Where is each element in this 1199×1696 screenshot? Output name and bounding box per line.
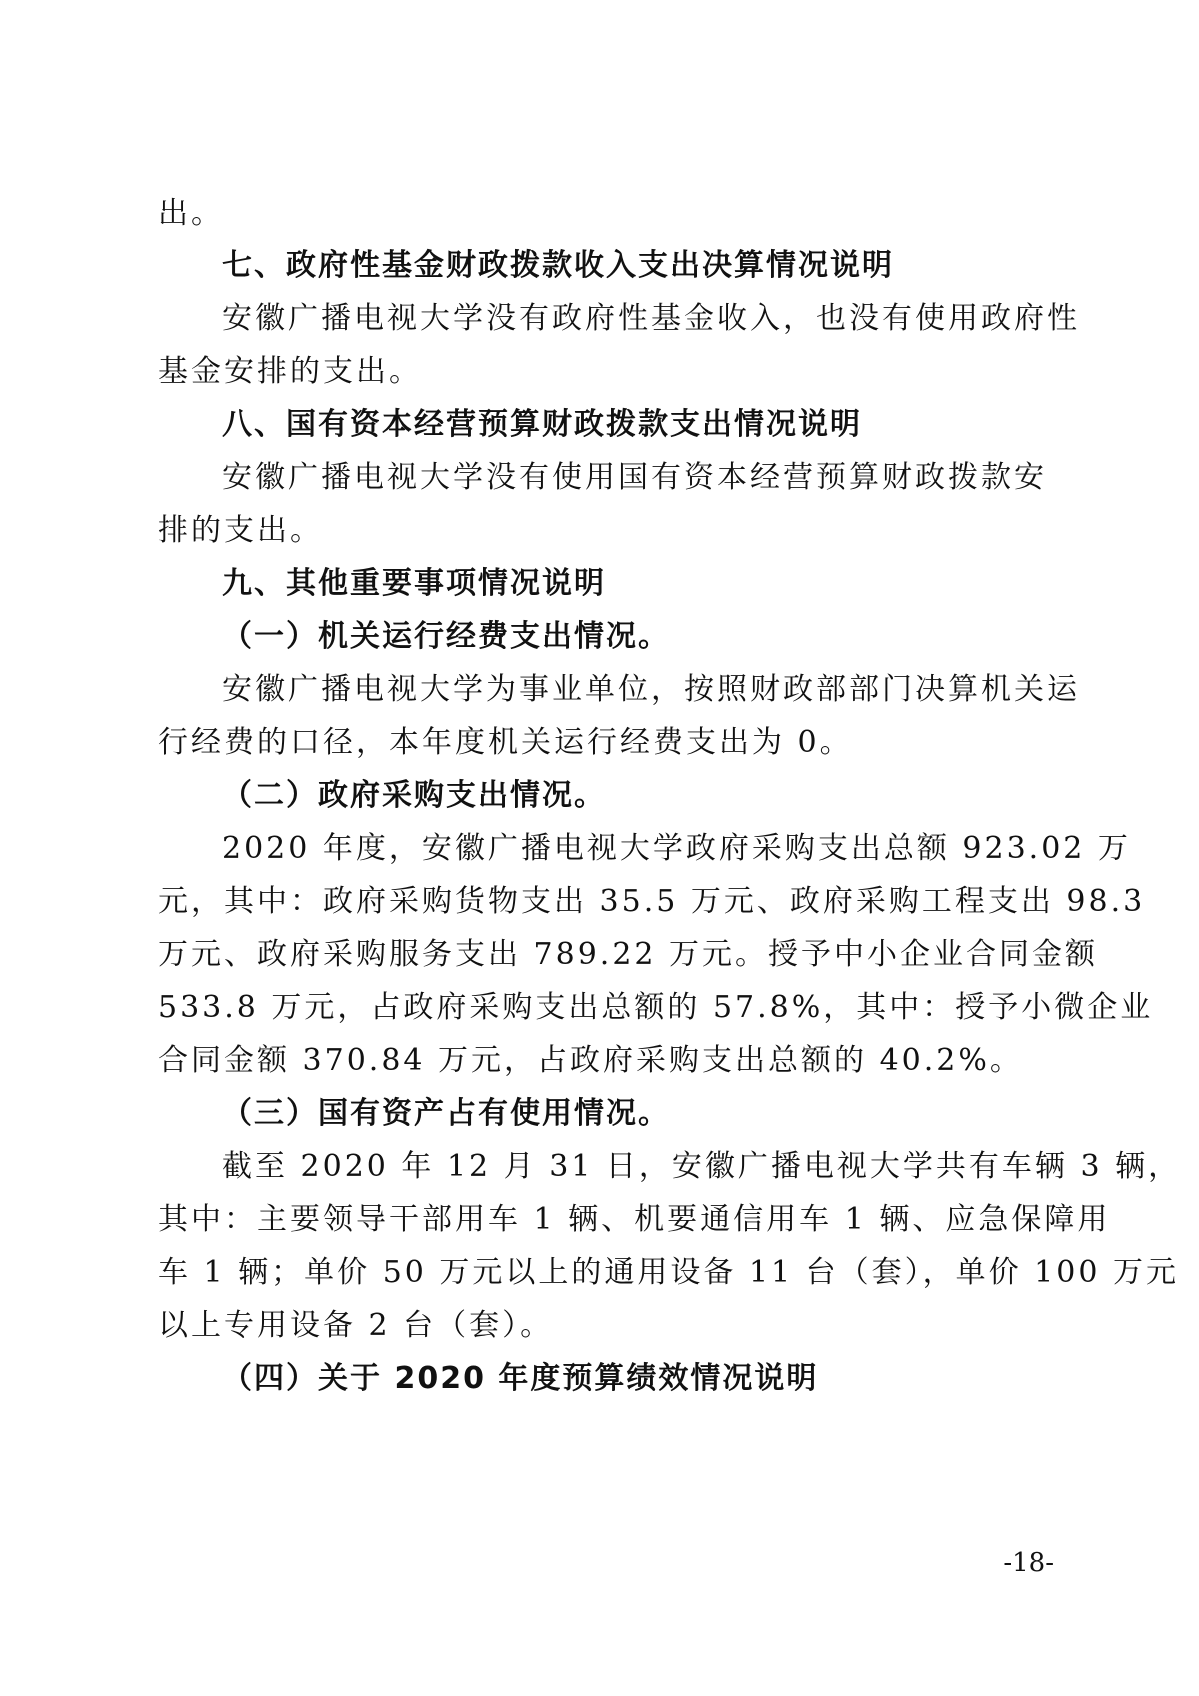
paragraph-line: 元，其中：政府采购货物支出 35.5 万元、政府采购工程支出 98.3 (158, 884, 1146, 919)
subsection-heading-3: （三）国有资产占有使用情况。 (222, 1096, 670, 1131)
paragraph-line: 基金安排的支出。 (158, 354, 422, 389)
section-heading-8: 八、国有资本经营预算财政拨款支出情况说明 (222, 407, 862, 442)
paragraph-line: 533.8 万元，占政府采购支出总额的 57.8%，其中：授予小微企业 (158, 990, 1154, 1025)
page-number: -18- (1003, 1548, 1054, 1578)
paragraph-line: 车 1 辆；单价 50 万元以上的通用设备 11 台（套），单价 100 万元 (158, 1255, 1179, 1290)
paragraph-line: 2020 年度，安徽广播电视大学政府采购支出总额 923.02 万 (222, 831, 1131, 866)
paragraph-line: 行经费的口径，本年度机关运行经费支出为 0。 (158, 725, 853, 760)
paragraph-line: 安徽广播电视大学没有政府性基金收入，也没有使用政府性 (222, 301, 1080, 336)
paragraph-line: 以上专用设备 2 台（套）。 (158, 1308, 554, 1343)
paragraph-line: 截至 2020 年 12 月 31 日，安徽广播电视大学共有车辆 3 辆， (222, 1149, 1182, 1184)
paragraph-line: 安徽广播电视大学为事业单位，按照财政部部门决算机关运 (222, 672, 1080, 707)
paragraph-line: 其中：主要领导干部用车 1 辆、机要通信用车 1 辆、应急保障用 (158, 1202, 1111, 1237)
section-heading-7: 七、政府性基金财政拨款收入支出决算情况说明 (222, 248, 894, 283)
paragraph-line: 安徽广播电视大学没有使用国有资本经营预算财政拨款安 (222, 460, 1047, 495)
paragraph-line: 万元、政府采购服务支出 789.22 万元。授予中小企业合同金额 (158, 937, 1099, 972)
subsection-heading-4: （四）关于 2020 年度预算绩效情况说明 (222, 1361, 819, 1396)
paragraph-line: 合同金额 370.84 万元，占政府采购支出总额的 40.2%。 (158, 1043, 1023, 1078)
section-heading-9: 九、其他重要事项情况说明 (222, 566, 606, 601)
subsection-heading-2: （二）政府采购支出情况。 (222, 778, 606, 813)
paragraph-line: 排的支出。 (158, 513, 323, 548)
paragraph-line: 出。 (158, 196, 224, 231)
subsection-heading-1: （一）机关运行经费支出情况。 (222, 619, 670, 654)
